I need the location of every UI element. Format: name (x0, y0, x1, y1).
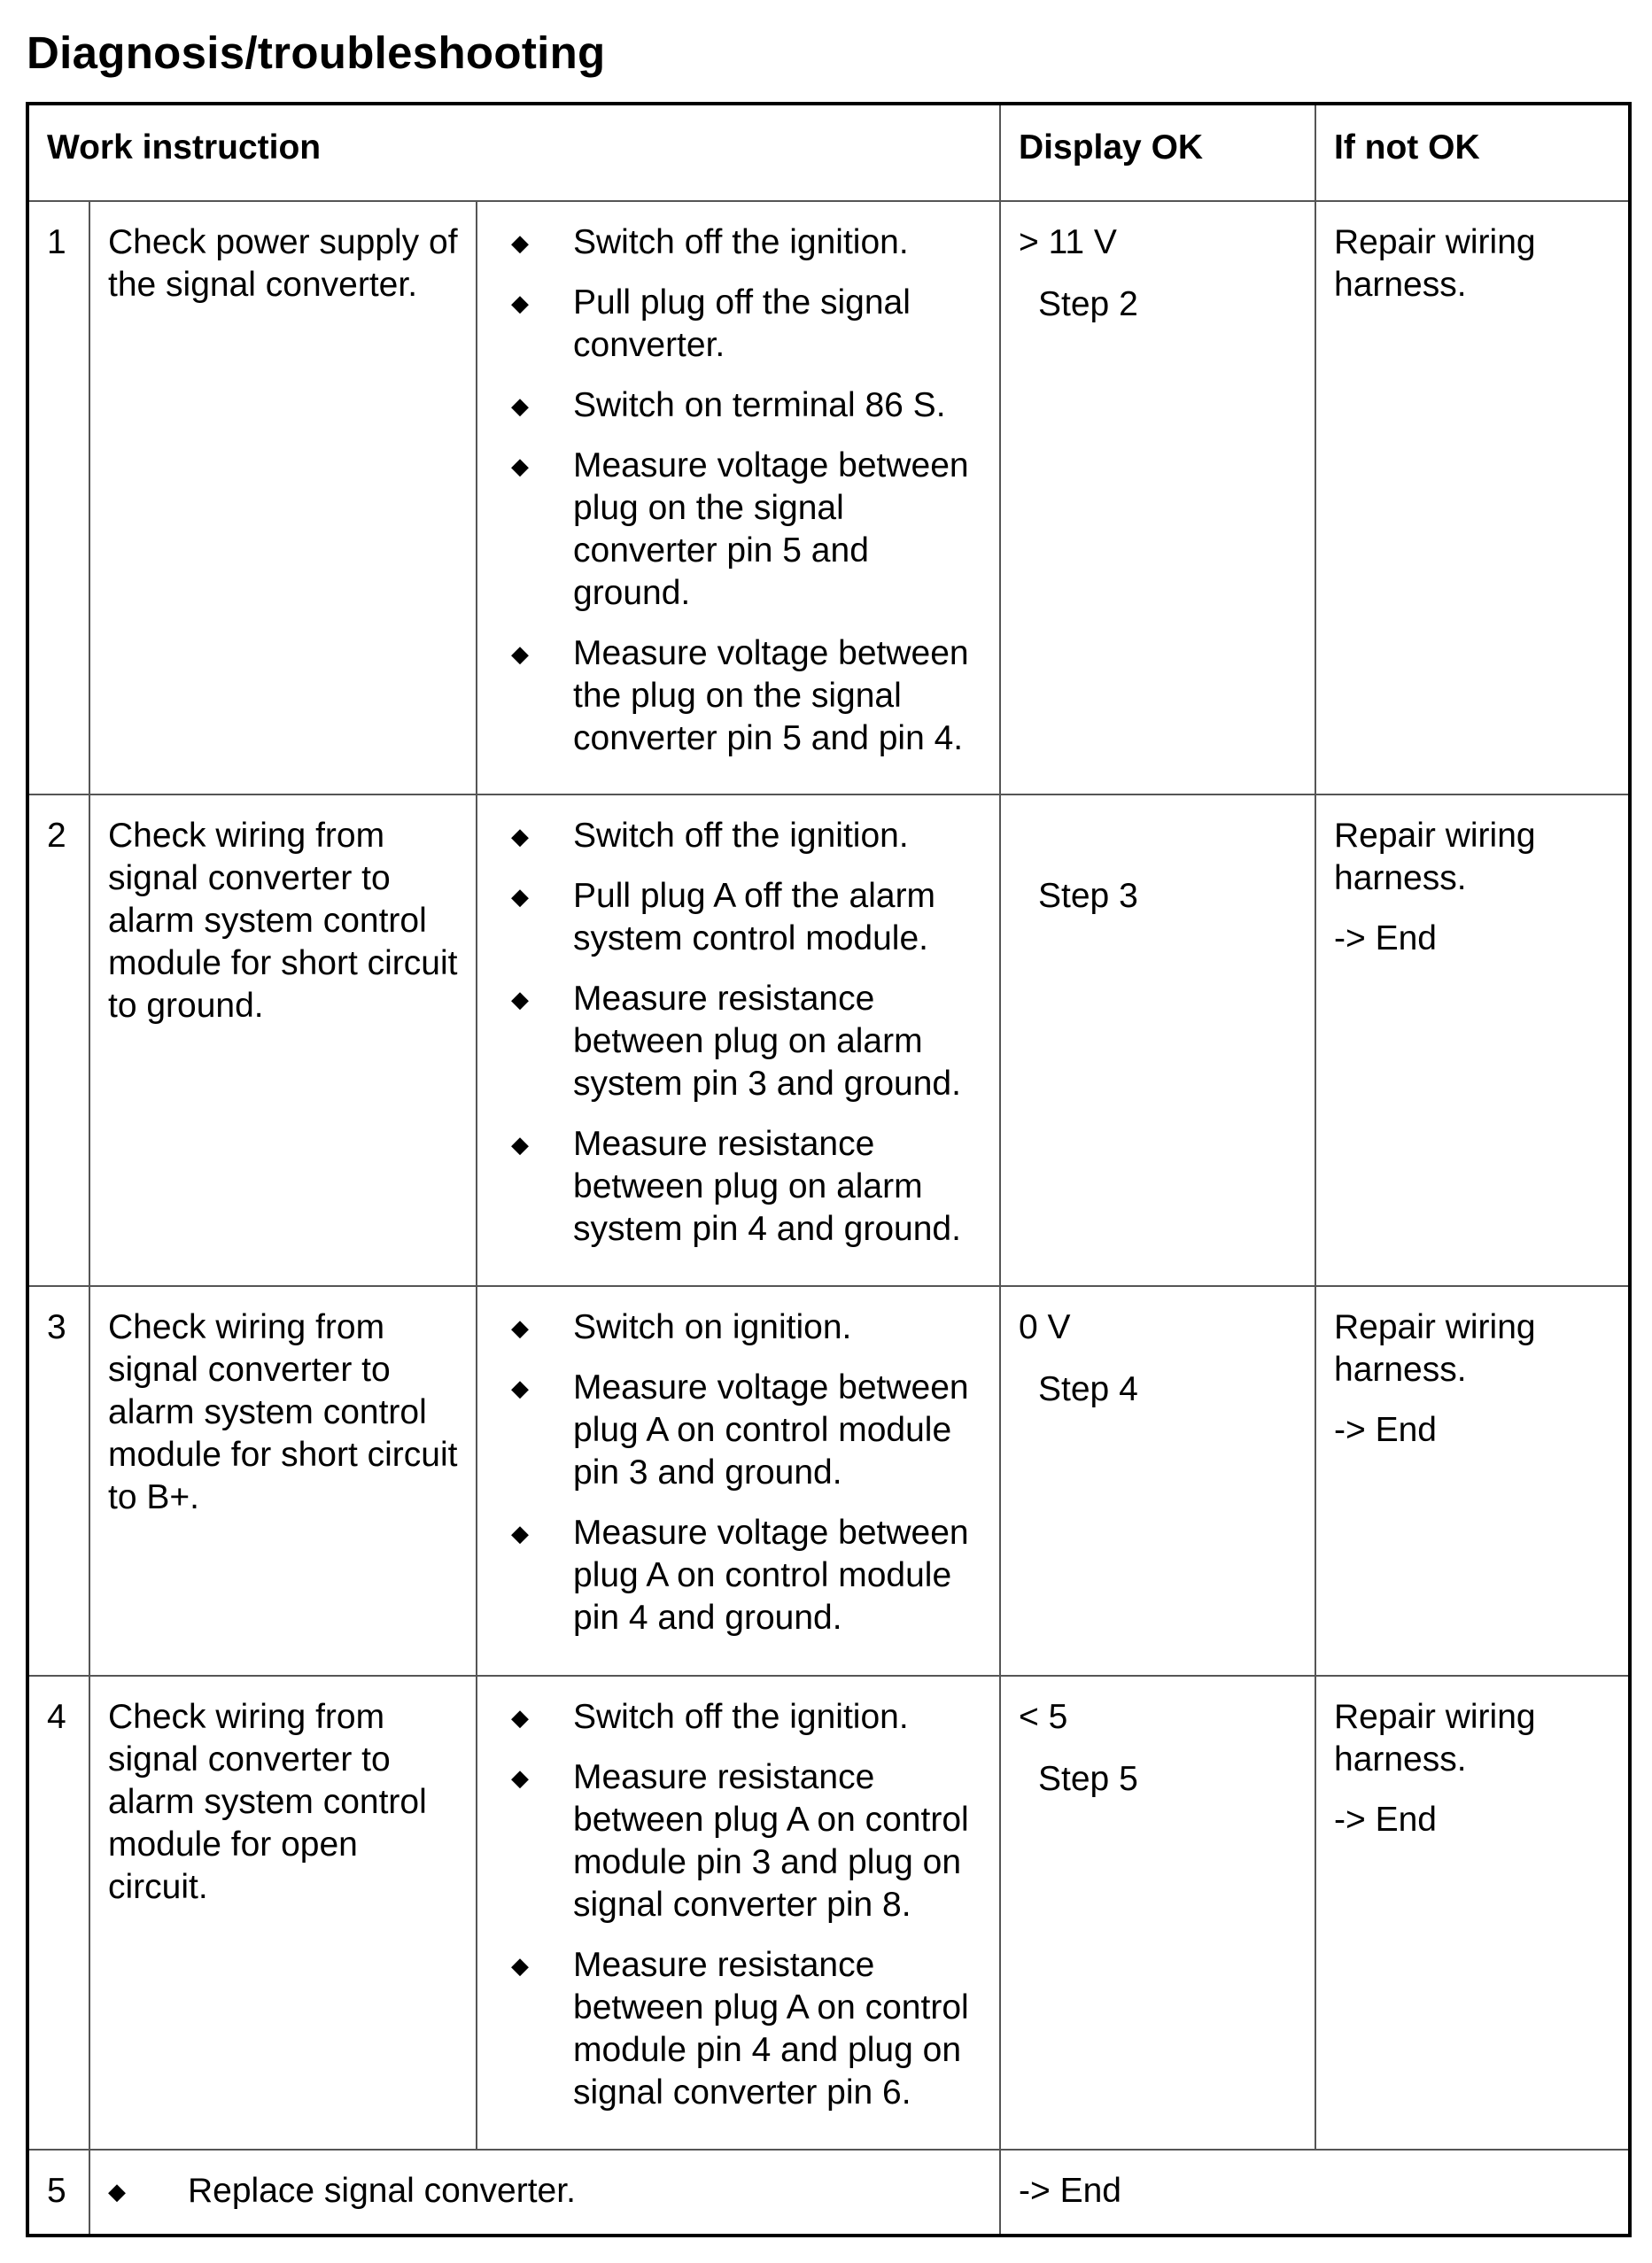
page-title: Diagnosis/troubleshooting (27, 27, 606, 78)
table-header-row (27, 104, 1630, 201)
instruction-steps (477, 794, 1000, 1286)
display-ok-cell (1000, 794, 1315, 1286)
display-value: > 11 V (1019, 223, 1117, 261)
display-value: 0 V (1019, 1308, 1071, 1346)
list-item: ◆ Measure voltage between plug A on control module pin 3 and ground. (511, 1368, 969, 1492)
diamond-bullet-icon: ◆ (511, 1520, 529, 1546)
if-not-ok-cell (1315, 1286, 1630, 1676)
diamond-bullet-icon: ◆ (511, 823, 529, 849)
list-item: ◆ Switch off the ignition. (495, 1696, 981, 1739)
final-result-cell: -> End (1000, 2150, 1630, 2236)
diamond-bullet-icon: ◆ (511, 1375, 529, 1401)
list-item: ◆ Pull plug A off the alarm system control module. (511, 877, 936, 957)
diamond-bullet-icon: ◆ (511, 229, 529, 256)
diamond-bullet-icon: ◆ (511, 883, 529, 910)
next-step: Step 4 (1038, 1370, 1138, 1408)
header-display-ok: Display OK (1000, 104, 1315, 201)
next-step: Step 2 (1038, 285, 1138, 323)
troubleshooting-table (26, 102, 1632, 2237)
next-step: Step 5 (1038, 1760, 1138, 1798)
next-step: Step 3 (1038, 877, 1138, 915)
display-ok-cell (1000, 1286, 1315, 1676)
diamond-bullet-icon: ◆ (511, 1314, 529, 1341)
check-description: Check wiring from signal converter to alarm system control module for open circuit. (89, 1676, 477, 2150)
repair-text: Repair wiring harness. (1334, 223, 1536, 304)
instruction-steps (477, 1286, 1000, 1676)
step-number: 5 (27, 2150, 89, 2236)
step-number: 1 (27, 201, 89, 794)
list-item: ◆ Switch on ignition. (495, 1306, 981, 1349)
list-item: ◆ Measure resistance between plug on alarm system pin 3 and ground. (511, 980, 961, 1103)
header-if-not-ok: If not OK (1315, 104, 1630, 201)
list-item: ◆ Switch off the ignition. (495, 221, 981, 264)
instruction-steps (477, 1676, 1000, 2150)
repair-text: Repair wiring harness. (1334, 1698, 1536, 1779)
diamond-bullet-icon: ◆ (511, 453, 529, 479)
final-step-text: Replace signal converter. (188, 2172, 576, 2210)
display-ok-cell (1000, 201, 1315, 794)
diamond-bullet-icon: ◆ (511, 1764, 529, 1791)
instruction-steps (477, 201, 1000, 794)
display-ok-cell (1000, 1676, 1315, 2150)
end-text: -> End (1334, 1411, 1437, 1449)
if-not-ok-cell (1315, 201, 1630, 794)
diamond-bullet-icon: ◆ (511, 1704, 529, 1731)
repair-text: Repair wiring harness. (1334, 817, 1536, 897)
check-description: Check wiring from signal converter to alarm system control module for short circuit to B+. (89, 1286, 477, 1676)
diamond-bullet-icon: ◆ (511, 986, 529, 1012)
if-not-ok-cell (1315, 794, 1630, 1286)
list-item: ◆ Pull plug off the signal converter. (511, 283, 911, 364)
step-number: 3 (27, 1286, 89, 1676)
check-description: Check power supply of the signal converter. (89, 201, 477, 794)
table-row (27, 794, 1630, 1286)
diamond-bullet-icon: ◆ (511, 1131, 529, 1158)
diamond-bullet-icon: ◆ (511, 640, 529, 667)
table-row (27, 1286, 1630, 1676)
list-item: ◆ Switch off the ignition. (495, 815, 981, 857)
list-item: ◆ Measure voltage between plug on the signal converter pin 5 and ground. (511, 446, 969, 612)
header-work-instruction: Work instruction (27, 104, 1000, 201)
list-item: ◆ Measure voltage between the plug on the signal converter pin 5 and pin 4. (511, 634, 969, 757)
list-item: ◆ Measure resistance between plug on alarm system pin 4 and ground. (511, 1125, 961, 1248)
diamond-bullet-icon: ◆ (511, 392, 529, 419)
end-text: -> End (1334, 1801, 1437, 1839)
list-item: ◆ Switch on terminal 86 S. (495, 384, 981, 427)
end-text: -> End (1334, 919, 1437, 957)
repair-text: Repair wiring harness. (1334, 1308, 1536, 1389)
diamond-bullet-icon: ◆ (511, 1952, 529, 1979)
list-item: ◆ Measure voltage between plug A on control module pin 4 and ground. (511, 1514, 969, 1637)
step-number: 4 (27, 1676, 89, 2150)
diamond-bullet-icon: ◆ (511, 290, 529, 316)
diamond-bullet-icon: ◆ (108, 2178, 126, 2205)
final-step-cell (89, 2150, 1000, 2236)
table-row (27, 201, 1630, 794)
step-number: 2 (27, 794, 89, 1286)
if-not-ok-cell (1315, 1676, 1630, 2150)
table-row (27, 2150, 1630, 2236)
display-value: < 5 (1019, 1698, 1068, 1736)
list-item: ◆ Measure resistance between plug A on control module pin 3 and plug on signal converter pin 8. (511, 1758, 969, 1924)
table-row (27, 1676, 1630, 2150)
check-description: Check wiring from signal converter to alarm system control module for short circuit to ground. (89, 794, 477, 1286)
list-item: ◆ Measure resistance between plug A on control module pin 4 and plug on signal converter pin 6. (511, 1946, 969, 2112)
